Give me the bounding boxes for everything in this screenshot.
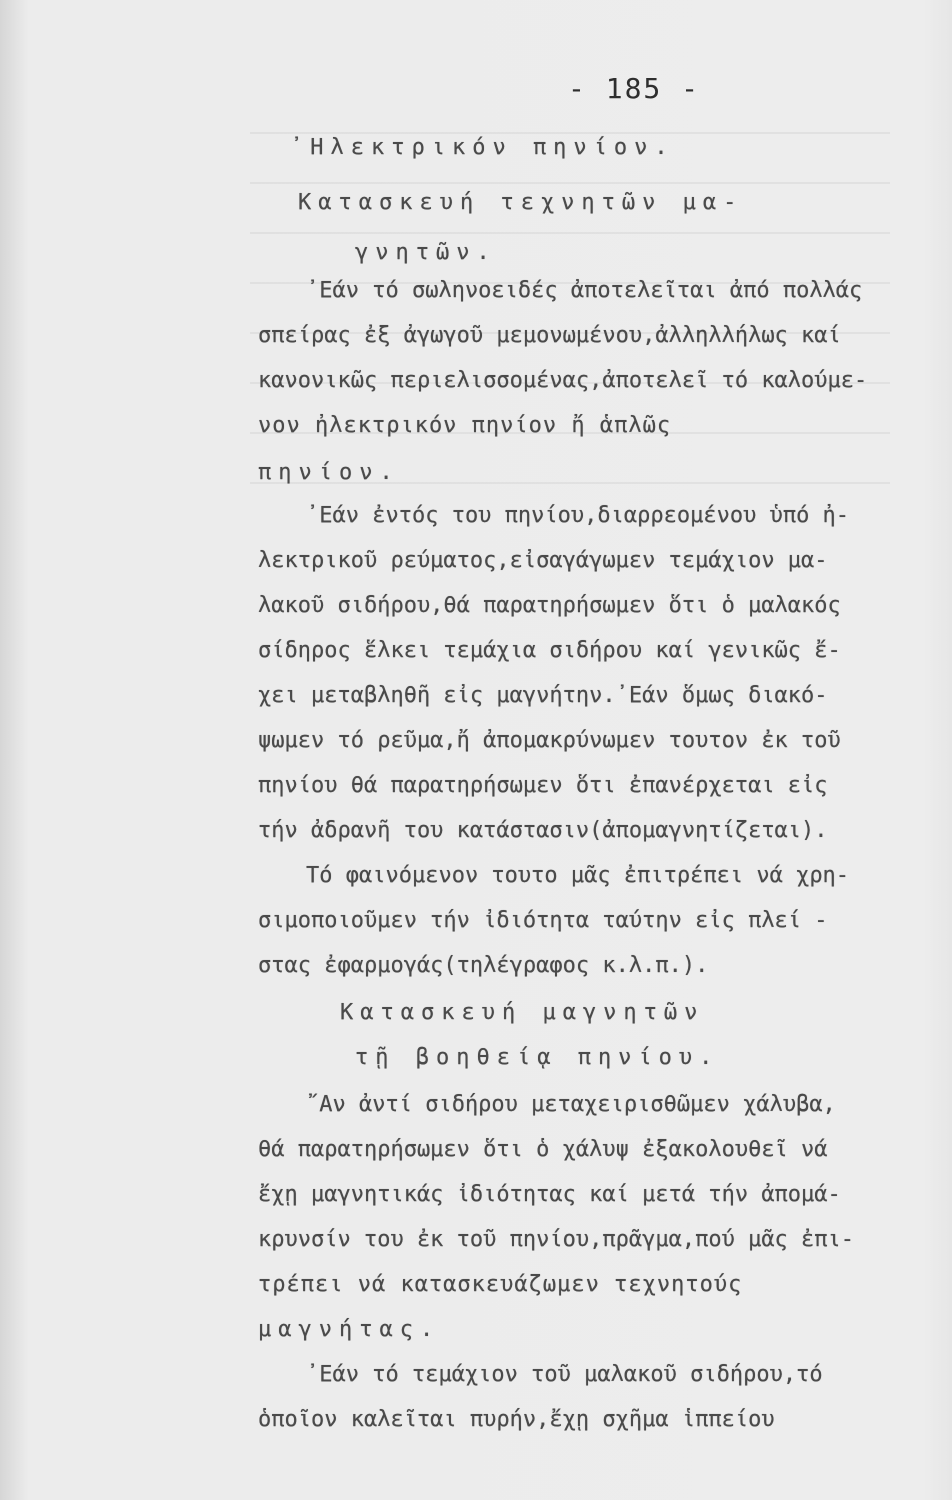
body-line: κανονικῶς περιελισσομένας,ἀποτελεῖ τό καλούμε- <box>258 368 868 393</box>
body-line: πηνίου θά παρατηρήσωμεν ὅτι ἐπανέρχεται εἰς <box>258 773 828 798</box>
body-line: Τό φαινόμενον τουτο μᾶς ἐπιτρέπει νά χρη- <box>306 863 850 888</box>
body-line: χει μεταβληθῆ εἰς μαγνήτην.᾿Εάν ὅμως διακό- <box>258 683 828 708</box>
body-line: τήν ἀδρανῆ του κατάστασιν(ἀπομαγνητίζεται). <box>258 818 828 843</box>
body-line: τρέπει νά κατασκευάζωμεν τεχνητούς <box>258 1272 743 1297</box>
body-line: σπείρας ἐξ ἀγωγοῦ μεμονωμένου,ἀλληλλήλως καί <box>258 323 841 348</box>
body-line: νον ἠλεκτρικόν πηνίον ἤ ἁπλῶς <box>258 413 672 438</box>
body-line: θά παρατηρήσωμεν ὅτι ὁ χάλυψ ἐξακολουθεῖ νά <box>258 1137 828 1162</box>
body-line: ᾿Εάν ἐντός του πηνίου,διαρρεομένου ὑπό ἠ- <box>306 503 850 528</box>
body-line: πηνίον. <box>258 460 400 485</box>
section-title-line-2: Κατασκευή τεχνητῶν μα- <box>298 190 744 215</box>
body-line: λεκτρικοῦ ρεύματος,εἰσαγάγωμεν τεμάχιον μα- <box>258 548 828 573</box>
body-line: ὁποῖον καλεῖται πυρήν,ἔχῃ σχῆμα ἱππείου <box>258 1407 775 1432</box>
section-title-line-3: γνητῶν. <box>355 240 497 265</box>
subsection-title-line-2: τῇ βοηθείᾳ πηνίου. <box>355 1045 720 1070</box>
body-line: σίδηρος ἕλκει τεμάχια σιδήρου καί γενικῶς ἔ- <box>258 638 841 663</box>
body-line: κρυνσίν του ἐκ τοῦ πηνίου,πρᾶγμα,πού μᾶς ἐπι- <box>258 1227 855 1252</box>
subsection-title-line-1: Κατασκευή μαγνητῶν <box>340 1000 705 1025</box>
body-line: ᾿Εάν τό σωληνοειδές ἀποτελεῖται ἀπό πολλάς <box>306 278 863 303</box>
body-line: ᾿Εάν τό τεμάχιον τοῦ μαλακοῦ σιδήρου,τό <box>306 1362 823 1387</box>
body-line: ῎Αν ἀντί σιδήρου μεταχειρισθῶμεν χάλυβα, <box>306 1092 836 1117</box>
body-line: σιμοποιοῦμεν τήν ἰδιότητα ταύτην εἰς πλεί - <box>258 908 828 933</box>
page-number: - 185 - <box>568 72 701 105</box>
body-line: ψωμεν τό ρεῦμα,ἤ ἀπομακρύνωμεν τουτον ἐκ τοῦ <box>258 728 841 753</box>
body-line: ἔχῃ μαγνητικάς ἰδιότητας καί μετά τήν ἀπομά- <box>258 1182 841 1207</box>
section-title-line-1: ᾿Ηλεκτρικόν πηνίον. <box>290 135 675 160</box>
body-line: στας ἐφαρμογάς(τηλέγραφος κ.λ.π.). <box>258 953 709 978</box>
body-line: μαγνήτας. <box>258 1317 441 1342</box>
body-line: λακοῦ σιδήρου,θά παρατηρήσωμεν ὅτι ὁ μαλακός <box>258 593 841 618</box>
